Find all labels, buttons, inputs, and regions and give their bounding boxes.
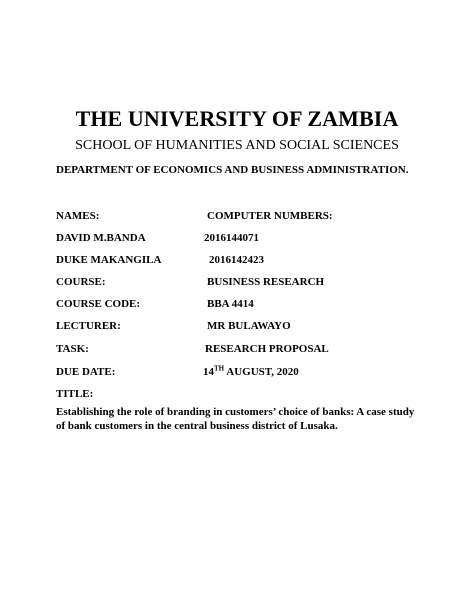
- department-name: DEPARTMENT OF ECONOMICS AND BUSINESS ADMINISTRATION.: [56, 164, 409, 176]
- course-value: BUSINESS RESEARCH: [207, 276, 325, 288]
- title-label: TITLE:: [56, 388, 94, 400]
- course-code-value: BBA 4414: [207, 298, 254, 310]
- research-title-text: Establishing the role of branding in customers’ choice of banks: A case study of bank customers in the central business district of Lusaka.: [56, 406, 415, 432]
- school-name: SCHOOL OF HUMANITIES AND SOCIAL SCIENCES: [75, 138, 399, 153]
- names-label: NAMES:: [56, 210, 100, 222]
- due-date-ordinal: TH: [214, 364, 225, 373]
- due-date-day: 14: [203, 366, 214, 378]
- lecturer-value: MR BULAWAYO: [207, 320, 291, 332]
- computer-numbers-label: COMPUTER NUMBERS:: [207, 210, 333, 222]
- course-code-label: COURSE CODE:: [56, 298, 141, 310]
- student-2-number: 2016142423: [209, 254, 264, 266]
- university-title: THE UNIVERSITY OF ZAMBIA: [75, 106, 399, 131]
- due-date-rest: AUGUST, 2020: [224, 366, 299, 378]
- task-label: TASK:: [56, 343, 89, 355]
- student-1-name: DAVID M.BANDA: [56, 232, 146, 244]
- student-1-number: 2016144071: [204, 232, 259, 244]
- task-value: RESEARCH PROPOSAL: [205, 343, 329, 355]
- lecturer-label: LECTURER:: [56, 320, 121, 332]
- course-label: COURSE:: [56, 276, 106, 288]
- due-date-label: DUE DATE:: [56, 366, 116, 378]
- due-date-value: [203, 366, 299, 378]
- student-2-name: DUKE MAKANGILA: [56, 254, 162, 266]
